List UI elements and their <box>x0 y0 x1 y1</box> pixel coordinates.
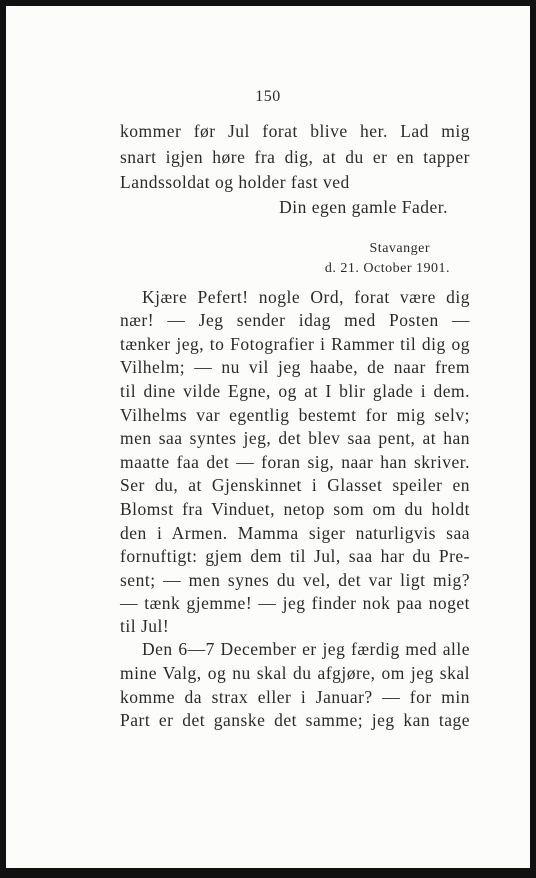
text-line: men saa syntes jeg, det blev saa pent, at han <box>120 428 470 448</box>
text-line: snart igjen høre fra dig, at du er en tapper <box>120 147 470 167</box>
text-line: maatte faa det — foran sig, naar han skriver. <box>120 452 470 472</box>
text-line: Kjære Pefert! nogle Ord, forat være dig <box>142 287 470 307</box>
text-line: Ser du, at Gjenskinnet i Glasset speiler en <box>120 475 470 495</box>
text-line: Vilhelm; — nu vil jeg haabe, de naar frem <box>120 357 470 377</box>
text-line: Part er det ganske det samme; jeg kan tage <box>120 710 470 730</box>
text-line: Landssoldat og holder fast ved <box>120 172 350 192</box>
text-line: fornuftigt: gjem dem til Jul, saa har du Pre- <box>120 546 470 566</box>
text-line: Blomst fra Vinduet, netop som om du holdt <box>120 499 470 519</box>
text-line: kommer før Jul forat blive her. Lad mig <box>120 121 470 141</box>
text-line: mine Valg, og nu skal du afgjøre, om jeg skal <box>120 663 470 683</box>
scan-border-right <box>530 0 536 878</box>
text-line: Vilhelms var egentlig bestemt for mig selv; <box>120 405 470 425</box>
text-line: den i Armen. Mamma siger naturligvis saa <box>120 523 470 543</box>
scan-border-bottom <box>0 868 536 878</box>
text-line: nær! — Jeg sender idag med Posten — <box>120 310 470 330</box>
text-line: til Jul! <box>120 616 170 636</box>
letter-place: Stavanger <box>369 241 430 256</box>
text-line: komme da strax eller i Januar? — for min <box>120 687 470 707</box>
text-line: sent; — men synes du vel, det var ligt mig? <box>120 570 470 590</box>
text-line: til dine vilde Egne, og at I blir glade i dem. <box>120 381 470 401</box>
letter-date: d. 21. October 1901. <box>324 261 450 276</box>
text-line: Den 6—7 December er jeg færdig med alle <box>142 639 470 659</box>
page-number: 150 <box>255 88 281 105</box>
text-line: tænker jeg, to Fotografier i Rammer til dig og <box>120 334 470 354</box>
signature: Din egen gamle Fader. <box>279 197 448 217</box>
text-line: — tænk gjemme! — jeg finder nok paa noget <box>120 593 470 613</box>
